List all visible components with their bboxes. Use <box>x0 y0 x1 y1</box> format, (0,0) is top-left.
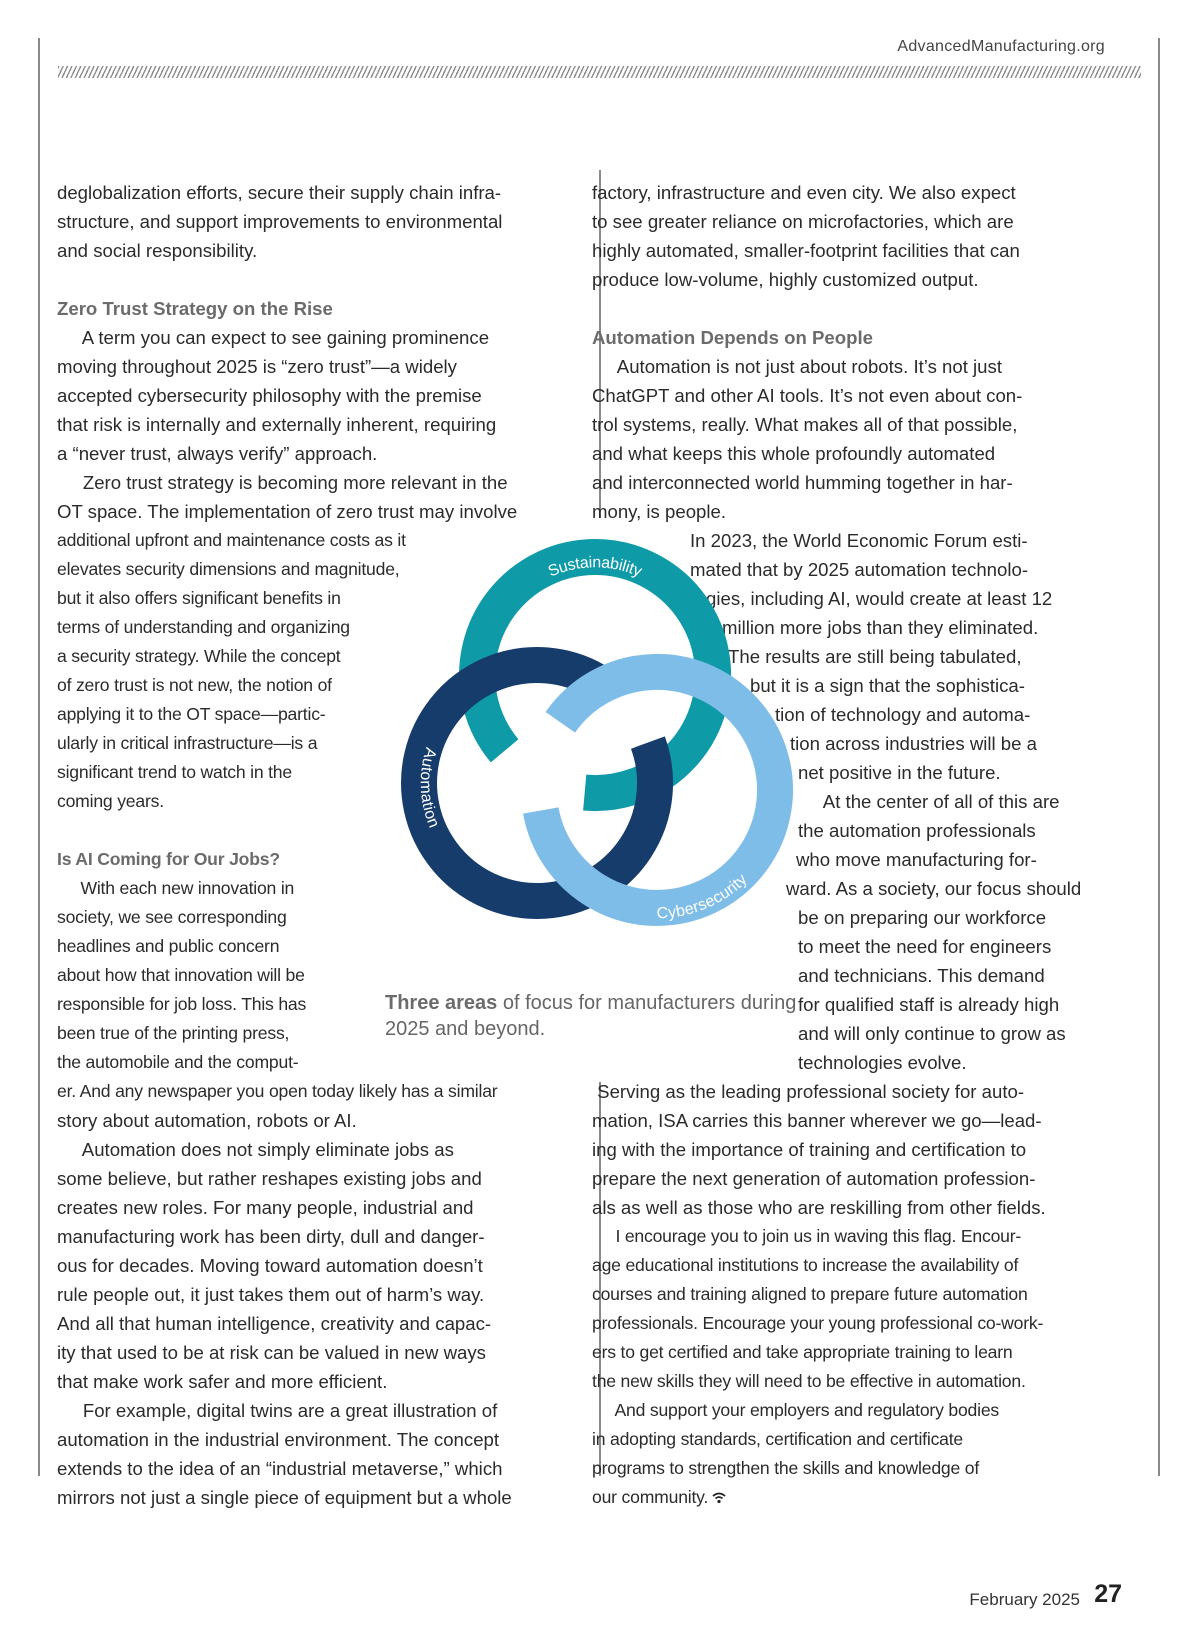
text-line: OT space. The implementation of zero trust may involve <box>57 501 518 522</box>
text-line: a security strategy. While the concept <box>57 646 341 666</box>
text-line: tion across industries will be a <box>790 733 1037 754</box>
text-line: headlines and public concern <box>57 936 280 956</box>
text-line: ularly in critical infrastructure—is a <box>57 733 318 753</box>
text-line: And all that human intelligence, creativity and capac- <box>57 1313 492 1334</box>
text-line: for qualified staff is already high <box>798 994 1060 1015</box>
text-line: in adopting standards, certification and certificate <box>592 1429 964 1449</box>
text-line: terms of understanding and organizing <box>57 617 350 637</box>
text-line: society, we see corresponding <box>57 907 287 927</box>
right-margin-rule <box>1158 38 1160 1476</box>
text-line: been true of the printing press, <box>57 1023 290 1043</box>
text-line: Automation is not just about robots. It’s not just <box>592 356 1002 377</box>
text-line: accepted cybersecurity philosophy with the premise <box>57 385 482 406</box>
text-line: the automobile and the comput- <box>57 1052 299 1072</box>
text-line: At the center of all of this are <box>798 791 1060 812</box>
text-line: that risk is internally and externally inherent, requiring <box>57 414 497 435</box>
text-line: als as well as those who are reskilling from other fields. <box>592 1197 1046 1218</box>
text-line: mation, ISA carries this banner wherever we go—lead- <box>592 1110 1042 1131</box>
wifi-endmark-icon <box>712 1484 726 1513</box>
section-heading: Is AI Coming for Our Jobs? <box>57 849 280 869</box>
text-line: that make work safer and more efficient. <box>57 1371 388 1392</box>
text-line: ing with the importance of training and certification to <box>592 1139 1027 1160</box>
text-line: factory, infrastructure and even city. We also expect <box>592 182 1016 203</box>
text-line: additional upfront and maintenance costs as it <box>57 530 406 550</box>
text-line: manufacturing work has been dirty, dull and danger- <box>57 1226 485 1247</box>
text-line: structure, and support improvements to environmental <box>57 211 503 232</box>
text-line: but it is a sign that the sophistica- <box>750 675 1025 696</box>
text-line: The results are still being tabulated, <box>728 646 1022 667</box>
left-margin-rule <box>38 38 40 1476</box>
text-line: mated that by 2025 automation technolo- <box>690 559 1029 580</box>
text-line: story about automation, robots or AI. <box>57 1110 357 1131</box>
text-line: the automation professionals <box>798 820 1036 841</box>
text-line: For example, digital twins are a great illustration of <box>57 1400 498 1421</box>
text-line: ward. As a society, our focus should <box>786 878 1082 899</box>
text-line: coming years. <box>57 791 164 811</box>
text-line: the new skills they will need to be effective in automation. <box>592 1371 1026 1391</box>
text-line: And support your employers and regulatory bodies <box>592 1400 1000 1420</box>
text-line: to meet the need for engineers <box>798 936 1052 957</box>
text-line: net positive in the future. <box>798 762 1001 783</box>
text-line: responsible for job loss. This has <box>57 994 307 1014</box>
figure-caption <box>385 990 805 1042</box>
text-line: tion of technology and automa- <box>775 704 1031 725</box>
text-line: I encourage you to join us in waving this flag. Encour- <box>592 1226 1022 1246</box>
section-heading: Automation Depends on People <box>592 327 873 348</box>
text-line: mony, is people. <box>592 501 727 522</box>
header-hatch-bar <box>58 66 1141 78</box>
text-line: technologies evolve. <box>798 1052 967 1073</box>
text-line: trol systems, really. What makes all of that possible, <box>592 414 1018 435</box>
text-line: applying it to the OT space—partic- <box>57 704 326 724</box>
text-line: moving throughout 2025 is “zero trust”—a widely <box>57 356 457 377</box>
caption-bold: Three areas <box>385 992 498 1014</box>
text-line: Automation does not simply eliminate jobs as <box>57 1139 454 1160</box>
page-number: 27 <box>1094 1580 1122 1608</box>
text-line: er. And any newspaper you open today likely has a similar <box>57 1081 498 1101</box>
text-line: courses and training aligned to prepare future automation <box>592 1284 1028 1304</box>
text-line: A term you can expect to see gaining prominence <box>57 327 490 348</box>
text-line: Zero trust strategy is becoming more relevant in the <box>57 472 508 493</box>
text-line: some believe, but rather reshapes existing jobs and <box>57 1168 482 1189</box>
text-line: extends to the idea of an “industrial metaverse,” which <box>57 1458 503 1479</box>
text-line: and social responsibility. <box>57 240 258 261</box>
text-line: produce low-volume, highly customized output. <box>592 269 979 290</box>
text-line: ity that used to be at risk can be valued in new ways <box>57 1342 486 1363</box>
text-line: elevates security dimensions and magnitude, <box>57 559 400 579</box>
text-line: age educational institutions to increase the availability of <box>592 1255 1019 1275</box>
text-line: In 2023, the World Economic Forum esti- <box>690 530 1028 551</box>
text-line: million more jobs than they eliminated. <box>722 617 1039 638</box>
text-line: creates new roles. For many people, industrial and <box>57 1197 474 1218</box>
footer-date: February 2025 <box>969 1590 1080 1609</box>
text-line: be on preparing our workforce <box>798 907 1047 928</box>
text-line: professionals. Encourage your young professional co-work- <box>592 1313 1044 1333</box>
text-line: and interconnected world humming together in har- <box>592 472 1013 493</box>
text-line: a “never trust, always verify” approach. <box>57 443 378 464</box>
text-line: prepare the next generation of automation profession- <box>592 1168 1036 1189</box>
text-line: deglobalization efforts, secure their supply chain infra- <box>57 182 502 203</box>
text-line: gies, including AI, would create at least 12 <box>706 588 1053 609</box>
ring-label-automation: Automation <box>416 745 443 831</box>
text-line: rule people out, it just takes them out of harm’s way. <box>57 1284 485 1305</box>
caption-text: of focus for manufacturers during 2025 and beyond. <box>385 992 797 1040</box>
text-line: of zero trust is not new, the notion of <box>57 675 332 695</box>
text-line: With each new innovation in <box>57 878 295 898</box>
three-rings-diagram <box>385 535 805 975</box>
section-heading: Zero Trust Strategy on the Rise <box>57 298 333 319</box>
text-line: our community. <box>592 1483 726 1513</box>
text-line: ers to get certified and take appropriate training to learn <box>592 1342 1013 1362</box>
text-line: automation in the industrial environment. The concept <box>57 1429 500 1450</box>
text-line: to see greater reliance on microfactories, which are <box>592 211 1014 232</box>
text-line: and will only continue to grow as <box>798 1023 1066 1044</box>
text-line: and what keeps this whole profoundly automated <box>592 443 996 464</box>
site-url: AdvancedManufacturing.org <box>897 38 1105 55</box>
text-line: mirrors not just a single piece of equipment but a whole <box>57 1487 512 1508</box>
text-line: highly automated, smaller-footprint facilities that can <box>592 240 1020 261</box>
text-line: ChatGPT and other AI tools. It’s not even about con- <box>592 385 1023 406</box>
text-line: about how that innovation will be <box>57 965 305 985</box>
text-line: significant trend to watch in the <box>57 762 292 782</box>
text-line: and technicians. This demand <box>798 965 1045 986</box>
text-line: ous for decades. Moving toward automation doesn’t <box>57 1255 483 1276</box>
text-line: who move manufacturing for- <box>796 849 1037 870</box>
ring-label-sustainability: Sustainability <box>545 554 645 581</box>
text-line: programs to strengthen the skills and knowledge of <box>592 1458 980 1478</box>
ring-label-cybersecurity: Cybersecurity <box>656 871 751 923</box>
focus-areas-figure <box>385 535 805 975</box>
text-line: but it also offers significant benefits in <box>57 588 341 608</box>
text-line: Serving as the leading professional society for auto- <box>592 1081 1025 1102</box>
